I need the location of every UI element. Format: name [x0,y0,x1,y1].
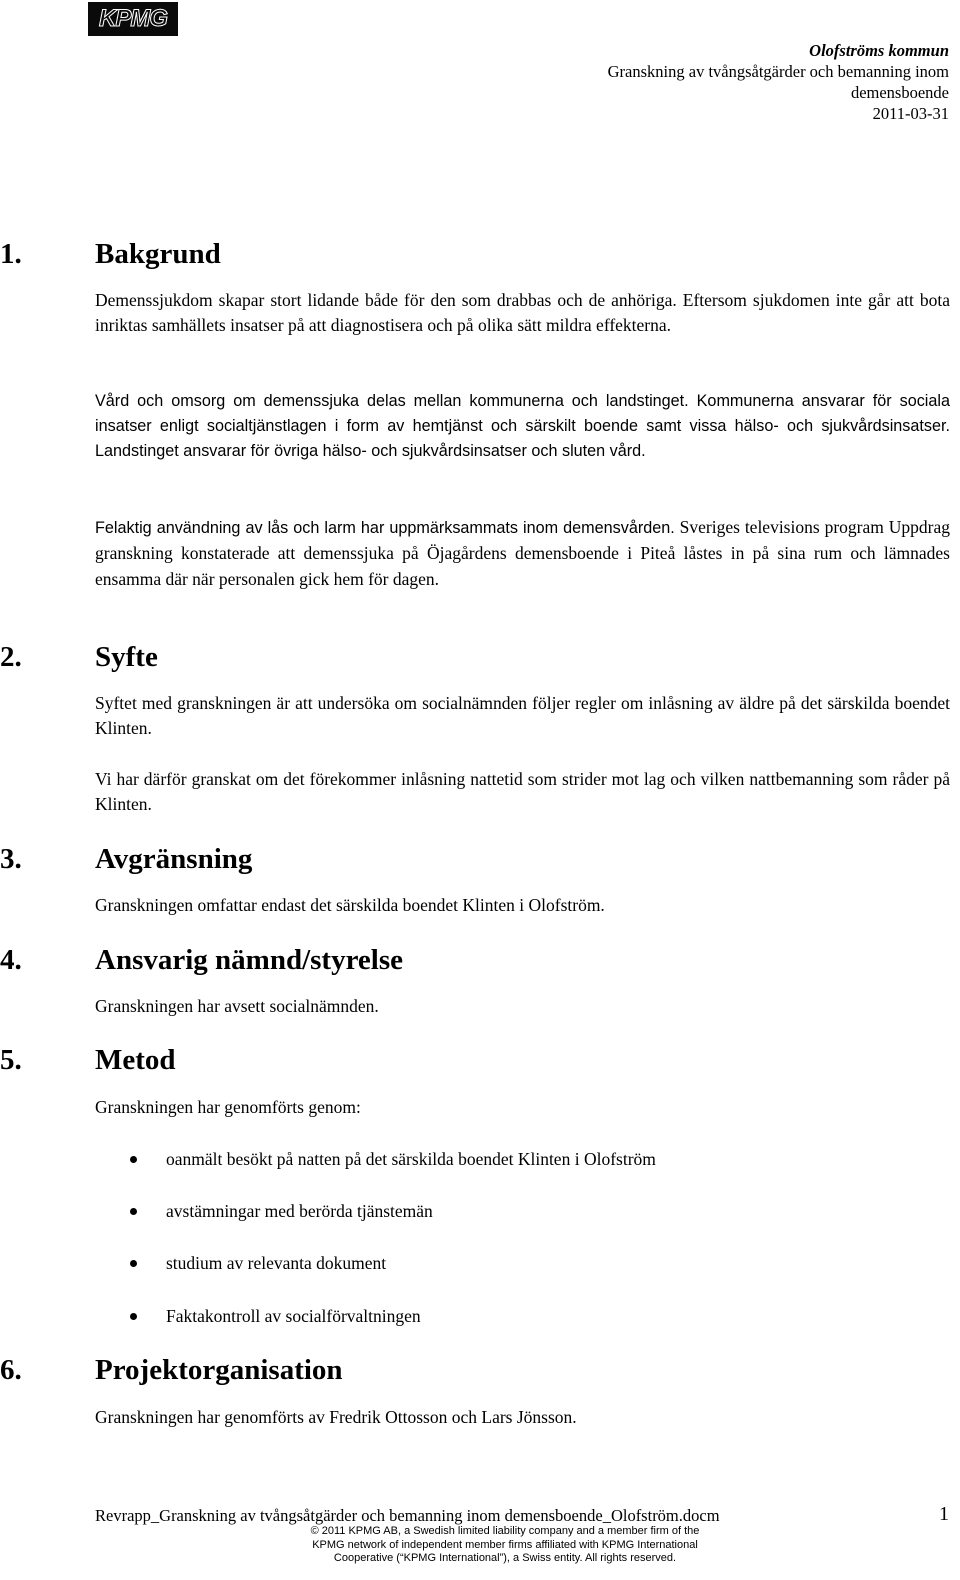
copyright-line: Cooperative (“KPMG International”), a Swiss entity. All rights reserved. [333,1552,677,1564]
paragraph-bakgrund-2: Vård och omsorg om demenssjuka delas mellan kommunerna och landstinget. Kommunerna ansvarar för sociala insatser enligt socialtjänstlagen i form av hemtjänst och särskilt boende samt vissa hälso- och sjukvårdsinsatser. Landstinget ansvarar för övriga hälso- och sjukvårdsinsatser och sluten vård. [95,392,950,460]
section-title: Ansvarig nämnd/styrelse [95,944,404,976]
paragraph-ansvarig: Granskningen har avsett socialnämnden. [95,996,379,1016]
paragraph-avgransning: Granskningen omfattar endast det särskilda boendet Klinten i Olofström. [95,895,605,915]
bullet-icon [130,1260,137,1267]
paragraph-part: Felaktig användning av lås och larm har uppmärksammats inom demensvården. [95,519,675,537]
section-title: Syfte [95,641,158,673]
section-title: Projektorganisation [95,1354,343,1386]
section-title: Avgränsning [95,843,253,875]
list-item [0,1304,800,1329]
section-number: 1. [0,238,22,270]
paragraph-bakgrund-1: Demenssjukdom skapar stort lidande både för den som drabbas och de anhöriga. Eftersom sjukdomen inte går att bota inriktas samhällets insatser på att diagnostisera och på olika sätt mildra effekterna. [95,290,950,335]
bullet-icon [130,1208,137,1215]
bullet-icon [130,1156,137,1163]
paragraph-syfte-2: Vi har därför granskat om det förekommer inlåsning nattetid som strider mot lag och vilken nattbemanning som råder på Klinten. [95,769,950,814]
list-item-text: avstämningar med berörda tjänstemän [166,1201,433,1221]
section-number: 4. [0,944,22,976]
section-number: 2. [0,641,22,673]
copyright-line: © 2011 KPMG AB, a Swedish limited liability company and a member firm of the [310,1525,700,1537]
list-item [0,1251,800,1276]
paragraph-projektorganisation: Granskningen har genomförts av Fredrik Ottosson och Lars Jönsson. [95,1407,577,1427]
header-date: 2011-03-31 [872,104,949,123]
list-item-text: studium av relevanta dokument [166,1253,387,1273]
section-title: Bakgrund [95,238,221,270]
kpmg-logo: KPMG [88,2,178,36]
paragraph-bakgrund-3 [95,515,950,593]
footer-page-number: 1 [939,1503,949,1525]
list-item-text: Faktakontroll av socialförvaltningen [166,1306,421,1326]
footer-copyright [280,1525,730,1566]
copyright-line: KPMG network of independent member firms affiliated with KPMG International [312,1538,698,1551]
paragraph-syfte-1: Syftet med granskningen är att undersöka om socialnämnden följer regler om inlåsning av äldre på det särskilda boendet Klinten. [95,693,950,738]
list-item-text: oanmält besökt på natten på det särskilda boendet Klinten i Olofström [166,1149,656,1169]
section-number: 6. [0,1354,22,1386]
header-organization: Olofströms kommun [809,41,949,60]
paragraph-metod-intro: Granskningen har genomförts genom: [95,1097,361,1117]
document-header [608,40,949,124]
section-number: 3. [0,843,22,875]
list-item [0,1147,800,1172]
header-title-line2: demensboende [850,83,949,102]
section-title: Metod [95,1044,176,1076]
bullet-icon [130,1313,137,1320]
paragraph-part: Sveriges televisions program Uppdrag granskning konstaterade att demenssjuka på Öjagårdens demensboende i Piteå låstes in på sina rum och lämnades ensamma där när personalen gick hem för dagen. [95,517,951,589]
header-title-line1: Granskning av tvångsåtgärder och bemanning inom [607,62,949,81]
section-number: 5. [0,1044,22,1076]
footer-filename: Revrapp_Granskning av tvångsåtgärder och bemanning inom demensboende_Olofström.docm [95,1506,720,1525]
list-item [0,1199,800,1224]
